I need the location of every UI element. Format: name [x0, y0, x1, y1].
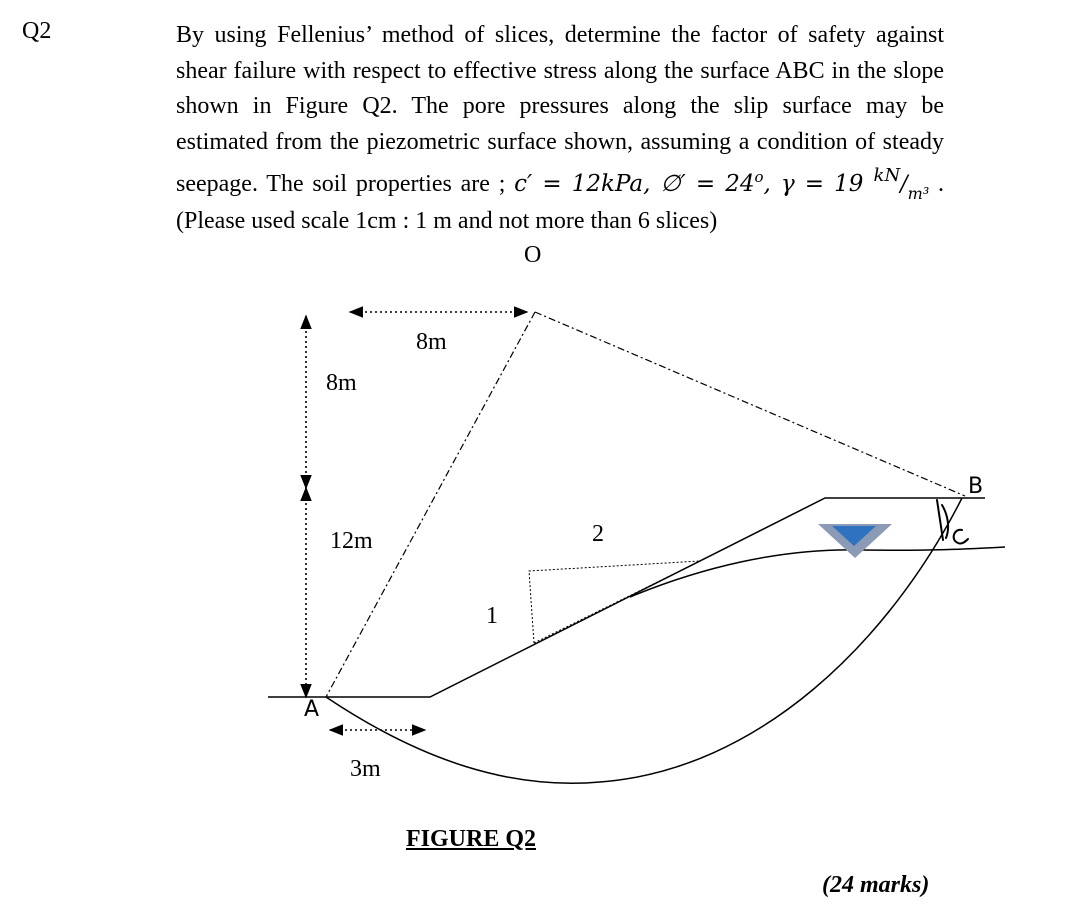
figure-caption: FIGURE Q2: [406, 826, 537, 852]
radius-line-OA: [326, 312, 535, 697]
label-upper-height: 8m: [326, 370, 357, 396]
point-C-marker: [937, 500, 968, 544]
unit-denominator: m³: [907, 184, 930, 203]
question-number: Q2: [22, 18, 52, 44]
marks-label: (24 marks): [822, 872, 930, 898]
label-base: 3m: [350, 756, 381, 782]
label-point-B: B: [968, 474, 984, 499]
cohesion-expression: c′ = 12kPa,: [514, 171, 661, 197]
friction-angle-expression: ∅′ = 24: [660, 171, 755, 197]
label-slope-vertical: 1: [486, 603, 498, 629]
water-table-icon: [818, 524, 892, 558]
slope-ratio-hypotenuse: [534, 561, 700, 643]
unit-numerator: kN: [873, 165, 901, 186]
unit-slash: /: [900, 172, 908, 197]
question-note: . (Please used scale 1cm : 1 m and not more than 6 slices): [176, 171, 945, 234]
label-lower-height: 12m: [330, 528, 373, 554]
unit-weight-expression: , γ = 19: [763, 171, 874, 197]
label-point-A: A: [304, 697, 320, 722]
radius-line-OB: [535, 312, 965, 496]
label-slope-horizontal: 2: [592, 521, 604, 547]
label-top-width: 8m: [416, 329, 447, 355]
label-centre-O: O: [524, 242, 542, 268]
degree-superscript: o: [754, 168, 764, 186]
piezometric-surface: [630, 547, 1005, 597]
question-body: By using Fellenius’ method of slices, determine the factor of safety against shear failure with respect to effective stress along the surface ABC in the slope shown in Figure Q2. The pore pressures along the slip surface may be estimated from the piezometric surface shown, assuming a condition of steady seepage. The soil properties are ;: [176, 22, 944, 197]
